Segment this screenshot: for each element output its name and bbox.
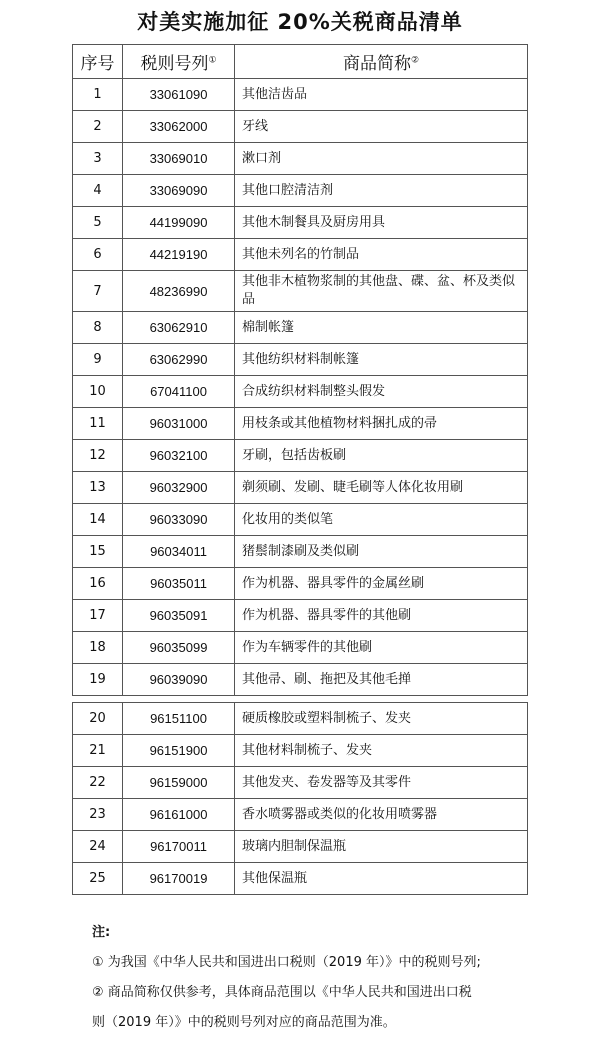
tariff-code: 96151100: [123, 703, 235, 735]
table-row: [73, 143, 528, 175]
product-name: 其他非木植物浆制的其他盘、碟、盆、杯及类似品: [235, 271, 528, 312]
tariff-code: 96031000: [123, 408, 235, 440]
table-row: [73, 799, 528, 831]
header-product-name: 商品简称②: [235, 45, 528, 79]
tariff-code: 96035011: [123, 568, 235, 600]
table-row: [73, 472, 528, 504]
product-name: 其他口腔清洁剂: [235, 175, 528, 207]
table-row: [73, 664, 528, 696]
serial-no: 3: [73, 143, 123, 175]
product-name: 作为机器、器具零件的金属丝刷: [235, 568, 528, 600]
product-name: 其他未列名的竹制品: [235, 239, 528, 271]
product-name: 其他保温瓶: [235, 863, 528, 895]
serial-no: 2: [73, 111, 123, 143]
product-name: 牙线: [235, 111, 528, 143]
product-name: 猪鬃制漆刷及类似刷: [235, 536, 528, 568]
product-name: 香水喷雾器或类似的化妆用喷雾器: [235, 799, 528, 831]
product-name: 其他材料制梳子、发夹: [235, 735, 528, 767]
notes-title: 注:: [92, 925, 111, 940]
header-tariff-code: 税则号列①: [123, 45, 235, 79]
serial-no: 24: [73, 831, 123, 863]
tariff-code: 96035091: [123, 600, 235, 632]
product-name: 其他发夹、卷发器等及其零件: [235, 767, 528, 799]
table-row: [73, 536, 528, 568]
table-row: [73, 863, 528, 895]
header-serial-no: 序号: [73, 45, 123, 79]
note-1: ① 为我国《中华人民共和国进出口税则（2019 年）》中的税则号列;: [92, 955, 481, 970]
table-row: [73, 440, 528, 472]
tariff-code: 33069010: [123, 143, 235, 175]
tariff-code: 67041100: [123, 376, 235, 408]
note-2-line-2: 则（2019 年）》中的税则号列对应的商品范围为准。: [92, 1015, 396, 1030]
table-row: [73, 111, 528, 143]
product-name: 用枝条或其他植物材料捆扎成的帚: [235, 408, 528, 440]
product-name: 化妆用的类似笔: [235, 504, 528, 536]
serial-no: 25: [73, 863, 123, 895]
serial-no: 6: [73, 239, 123, 271]
page-title: 对美实施加征 20%关税商品清单: [137, 10, 463, 34]
tariff-code: 96032100: [123, 440, 235, 472]
tariff-code: 63062990: [123, 344, 235, 376]
table-row: [73, 207, 528, 239]
table-row: [73, 271, 528, 312]
footnote-mark-2: ②: [410, 55, 420, 66]
product-name: 合成纺织材料制整头假发: [235, 376, 528, 408]
product-name: 玻璃内胆制保温瓶: [235, 831, 528, 863]
tariff-code: 33061090: [123, 79, 235, 111]
table-row: [73, 767, 528, 799]
table-row: [73, 568, 528, 600]
product-name: 作为机器、器具零件的其他刷: [235, 600, 528, 632]
table-row: [73, 831, 528, 863]
tariff-table-part-2: [72, 702, 528, 895]
table-row: [73, 632, 528, 664]
product-name: 其他木制餐具及厨房用具: [235, 207, 528, 239]
serial-no: 22: [73, 767, 123, 799]
tariff-code: 96032900: [123, 472, 235, 504]
table-row: [73, 600, 528, 632]
serial-no: 21: [73, 735, 123, 767]
table-row: [73, 504, 528, 536]
footnote-mark-1: ①: [208, 55, 217, 66]
tariff-code: 96035099: [123, 632, 235, 664]
table-row: [73, 79, 528, 111]
serial-no: 1: [73, 79, 123, 111]
serial-no: 7: [73, 271, 123, 312]
tariff-code: 63062910: [123, 312, 235, 344]
serial-no: 12: [73, 440, 123, 472]
table-header-row: [73, 45, 528, 79]
product-name: 剃须刷、发刷、睫毛刷等人体化妆用刷: [235, 472, 528, 504]
note-2-line-1: ② 商品简称仅供参考，具体商品范围以《中华人民共和国进出口税: [92, 985, 472, 1000]
product-name: 其他纺织材料制帐篷: [235, 344, 528, 376]
product-name: 其他帚、刷、拖把及其他毛掸: [235, 664, 528, 696]
tariff-code: 33062000: [123, 111, 235, 143]
serial-no: 8: [73, 312, 123, 344]
serial-no: 16: [73, 568, 123, 600]
serial-no: 4: [73, 175, 123, 207]
serial-no: 14: [73, 504, 123, 536]
product-name: 硬质橡胶或塑料制梳子、发夹: [235, 703, 528, 735]
tariff-code: 96161000: [123, 799, 235, 831]
table-row: [73, 703, 528, 735]
tariff-table-part-1: [72, 44, 528, 696]
table-row: [73, 175, 528, 207]
serial-no: 5: [73, 207, 123, 239]
table-row: [73, 344, 528, 376]
table-row: [73, 312, 528, 344]
product-name: 其他洁齿品: [235, 79, 528, 111]
tariff-code: 33069090: [123, 175, 235, 207]
table-row: [73, 735, 528, 767]
serial-no: 11: [73, 408, 123, 440]
tariff-code: 96033090: [123, 504, 235, 536]
tariff-code: 96170011: [123, 831, 235, 863]
tariff-code: 48236990: [123, 271, 235, 312]
tariff-code: 96159000: [123, 767, 235, 799]
serial-no: 23: [73, 799, 123, 831]
serial-no: 9: [73, 344, 123, 376]
serial-no: 10: [73, 376, 123, 408]
tariff-code: 44199090: [123, 207, 235, 239]
product-name: 漱口剂: [235, 143, 528, 175]
table-row: [73, 239, 528, 271]
notes-section: [92, 918, 532, 1038]
serial-no: 20: [73, 703, 123, 735]
serial-no: 15: [73, 536, 123, 568]
table-row: [73, 408, 528, 440]
product-name: 棉制帐篷: [235, 312, 528, 344]
serial-no: 13: [73, 472, 123, 504]
product-name: 牙刷，包括齿板刷: [235, 440, 528, 472]
tariff-code: 96170019: [123, 863, 235, 895]
tariff-code: 96034011: [123, 536, 235, 568]
tariff-code: 96151900: [123, 735, 235, 767]
table-row: [73, 376, 528, 408]
tariff-code: 96039090: [123, 664, 235, 696]
product-name: 作为车辆零件的其他刷: [235, 632, 528, 664]
serial-no: 17: [73, 600, 123, 632]
serial-no: 18: [73, 632, 123, 664]
tariff-code: 44219190: [123, 239, 235, 271]
serial-no: 19: [73, 664, 123, 696]
